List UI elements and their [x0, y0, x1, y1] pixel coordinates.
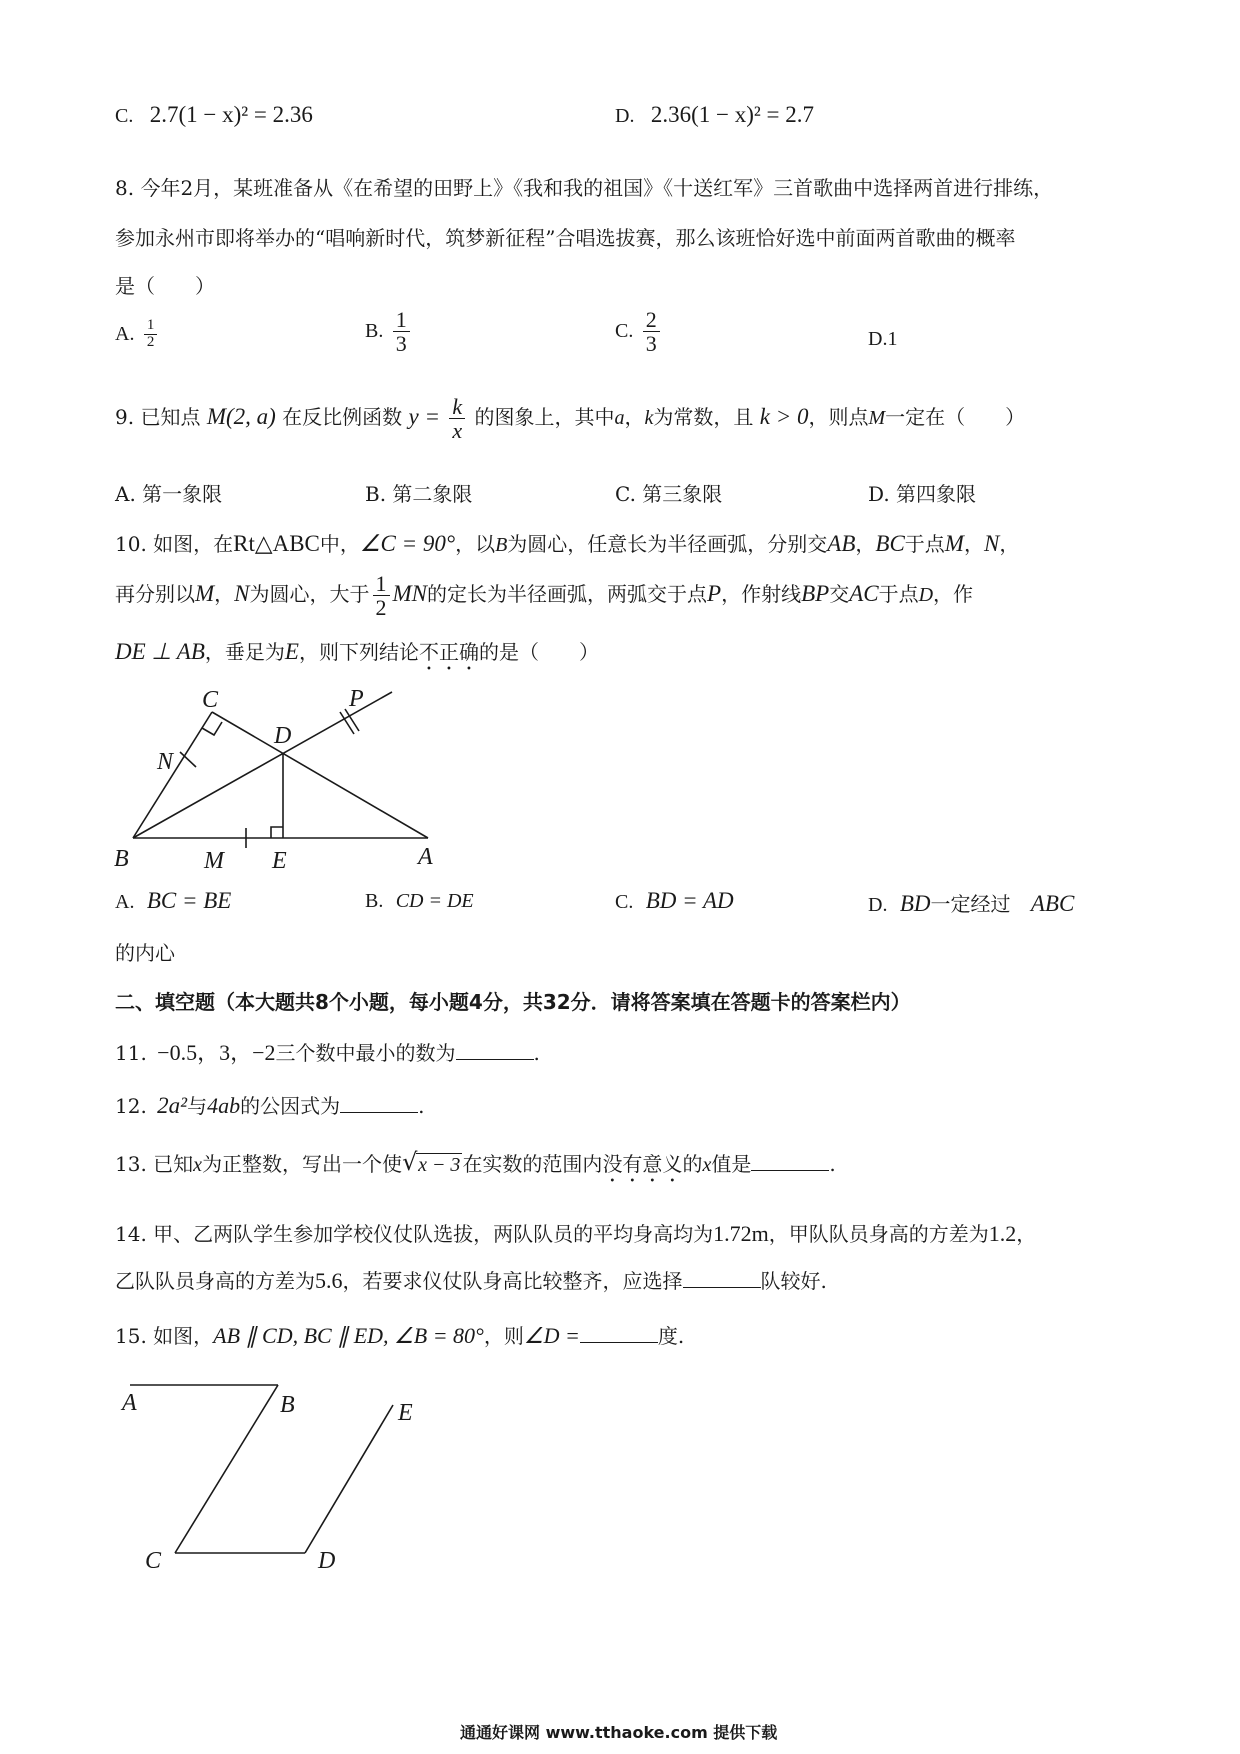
q13-answer-blank — [751, 1152, 829, 1171]
q10-label-n: N — [157, 749, 174, 775]
q8-option-d[interactable]: D.1 — [868, 328, 898, 350]
q15-label-d: D — [318, 1548, 336, 1574]
q15-answer-blank — [580, 1324, 658, 1343]
q10-option-a[interactable]: A. BC = BE — [115, 888, 232, 913]
q15-label-a: A — [122, 1390, 137, 1416]
q10-right-angle-e — [271, 827, 283, 838]
q7-option-d[interactable]: D. 2.36(1 − x)² = 2.7 — [615, 102, 814, 127]
q8-option-a-fraction: $\frac{1}{2}$ — [144, 318, 158, 351]
q10-option-d-continued: 的内心 — [115, 941, 175, 965]
q10-emphasis-text: 不正确 — [418, 640, 479, 664]
q15-label-e: E — [398, 1400, 413, 1426]
q8-option-c[interactable]: C. $\frac{2}{3}$ — [615, 308, 663, 355]
q9-stem: 9. 已知点 M(2, a) 在反比例函数 y = $\frac{k}{x}$ 的图象上，其中a，k为常数，且 k > 0，则点M一定在（ ） — [115, 394, 1026, 444]
q12-answer-blank — [340, 1094, 418, 1113]
q9-option-a[interactable]: A. 第一象限 — [115, 482, 223, 506]
q13-stem: 13. 已知x为正整数，写出一个使 √ x − 3 在实数的范围内没有意义的x值是 . — [115, 1148, 836, 1176]
q10-half-fraction: $\frac{1}{2}$ — [373, 572, 390, 619]
q15-segment-de — [305, 1405, 393, 1553]
q9-option-d[interactable]: D. 第四象限 — [868, 482, 977, 506]
q15-parallel-figure — [110, 1370, 430, 1580]
q10-stem-line1: 10. 如图，在Rt△ABC中，∠C = 90°，以B为圆心，任意长为半径画弧，分别交AB，BC于点M，N， — [115, 531, 1020, 556]
section-title-fill-in: 二、填空题（本大题共8个小题，每小题4分，共32分．请将答案填在答题卡的答案栏内） — [115, 990, 911, 1014]
q7-option-c[interactable]: C. 2.7(1 − x)² = 2.36 — [115, 102, 313, 127]
q9-option-c[interactable]: C. 第三象限 — [615, 482, 723, 506]
q15-label-c: C — [145, 1548, 162, 1574]
q8-stem-line2: 参加永州市即将举办的“唱响新时代，筑梦新征程”合唱选拔赛，那么该班恰好选中前面两首歌曲的概率 — [115, 226, 1016, 250]
q15-label-b: B — [280, 1392, 295, 1418]
q14-stem-line2: 乙队队员身高的方差为5.6，若要求仪仗队身高比较整齐，应选择 队较好. — [115, 1268, 827, 1293]
q10-label-b: B — [114, 846, 129, 872]
q8-option-b[interactable]: B. $\frac{1}{3}$ — [365, 308, 413, 355]
q14-answer-blank — [683, 1269, 761, 1288]
q10-segment-bc — [133, 712, 212, 838]
q10-label-a: A — [418, 844, 433, 870]
q7-option-d-expr: 2.36(1 − x)² = 2.7 — [650, 102, 814, 127]
page-footer: 通通好课网 www.tthaoke.com 提供下载 — [460, 1723, 778, 1742]
q10-stem-line3: DE ⊥ AB，垂足为E，则下列结论不正确的是（ ） — [115, 639, 599, 664]
q9-point: M(2, a) — [206, 404, 276, 430]
q11-answer-blank — [456, 1041, 534, 1060]
q10-label-e: E — [272, 848, 287, 874]
q7-option-c-expr: 2.7(1 − x)² = 2.36 — [149, 102, 313, 127]
q8-stem-line3: 是（ ） — [115, 274, 215, 298]
q8-option-c-fraction: $\frac{2}{3}$ — [643, 308, 660, 355]
q15-stem: 15. 如图，AB ∥ CD, BC ∥ ED, ∠B = 80°，则∠D = 度. — [115, 1323, 685, 1348]
q10-label-m: M — [204, 848, 224, 874]
q10-option-b[interactable]: B. CD = DE — [365, 890, 474, 912]
q12-stem: 12. 2a²与4ab的公因式为 . — [115, 1093, 425, 1118]
q10-label-d: D — [274, 723, 292, 749]
q10-label-c: C — [202, 687, 219, 713]
q8-option-a[interactable]: A. $\frac{1}{2}$ — [115, 318, 160, 351]
q15-segment-bc — [175, 1385, 278, 1553]
q9-option-b[interactable]: B. 第二象限 — [365, 482, 473, 506]
q8-stem-line1: 8. 今年2月，某班准备从《在希望的田野上》《我和我的祖国》《十送红军》三首歌曲中选择两首进行排练， — [115, 176, 1054, 200]
q10-stem-line2: 再分别以M，N为圆心，大于 $\frac{1}{2}$ MN的定长为半径画弧，两弧交于点P，作射线BP交AC于点D，作 — [115, 571, 974, 621]
q11-stem: 11. −0.5，3，−2三个数中最小的数为 . — [115, 1040, 540, 1065]
q13-emphasis-text: 没有意义 — [602, 1152, 683, 1176]
q10-triangle-figure — [100, 680, 433, 880]
q14-stem-line1: 14. 甲、乙两队学生参加学校仪仗队选拔，两队队员的平均身高均为1.72m，甲队队员身高的方差为1.2， — [115, 1221, 1037, 1246]
q13-radical: √ x − 3 — [402, 1148, 461, 1176]
q10-option-c[interactable]: C. BD = AD — [615, 888, 734, 913]
q10-label-p: P — [349, 686, 364, 712]
q10-option-d[interactable]: D. BD一定经过 ABC — [868, 891, 1075, 916]
q9-function-fraction: $\frac{k}{x}$ — [449, 395, 465, 442]
q8-option-b-fraction: $\frac{1}{3}$ — [393, 308, 410, 355]
